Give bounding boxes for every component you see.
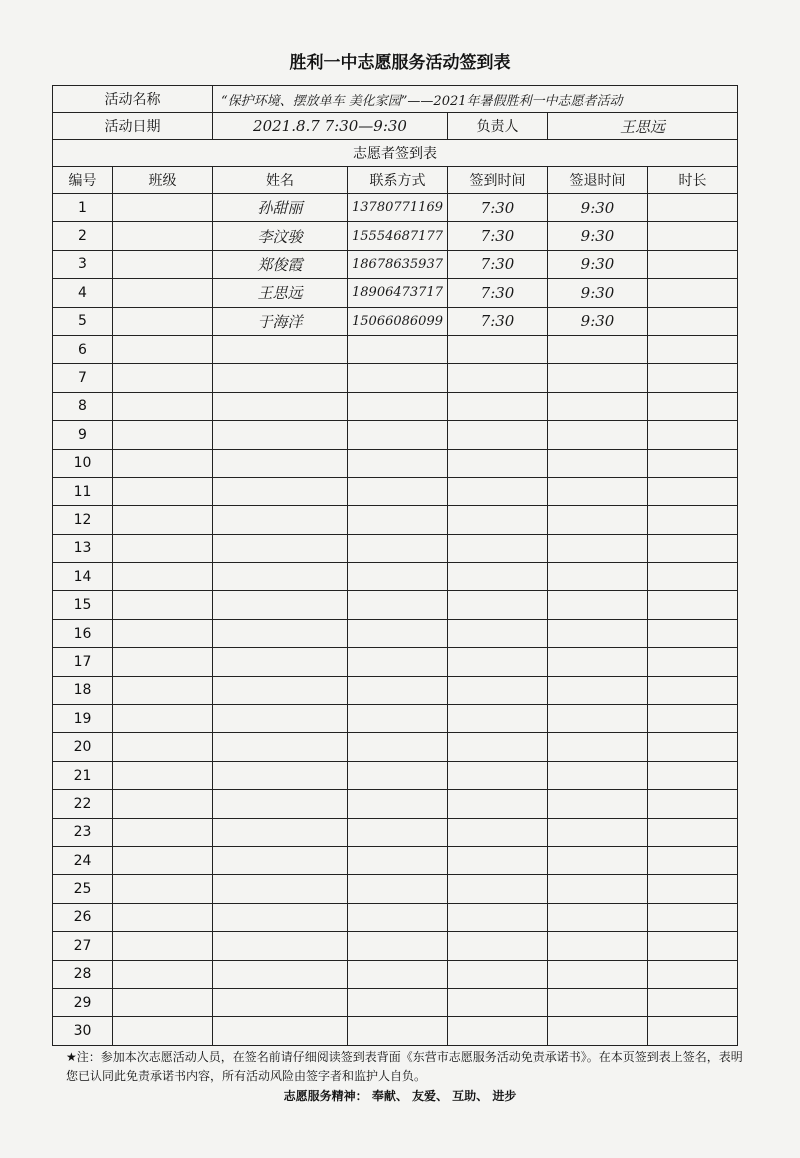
row-duration	[648, 591, 738, 619]
row-class	[113, 307, 213, 335]
row-sign-in	[448, 705, 548, 733]
row-sign-in	[448, 449, 548, 477]
row-sign-in	[448, 648, 548, 676]
table-row	[53, 307, 738, 335]
table-row	[53, 506, 738, 534]
row-number: 30	[53, 1017, 113, 1045]
table-row	[53, 250, 738, 278]
leader-label: 负责人	[448, 113, 548, 140]
row-duration	[648, 563, 738, 591]
row-sign-in	[448, 1017, 548, 1045]
row-sign-out	[548, 932, 648, 960]
row-phone	[348, 733, 448, 761]
row-name	[213, 761, 348, 789]
row-sign-in	[448, 421, 548, 449]
row-duration	[648, 1017, 738, 1045]
row-name	[213, 818, 348, 846]
col-header-sign-out: 签退时间	[548, 167, 648, 194]
row-number: 1	[53, 194, 113, 222]
row-duration	[648, 449, 738, 477]
row-name	[213, 364, 348, 392]
section-title: 志愿者签到表	[53, 140, 738, 167]
row-duration	[648, 335, 738, 363]
row-class	[113, 619, 213, 647]
row-sign-in	[448, 903, 548, 931]
row-name	[213, 534, 348, 562]
row-sign-in	[448, 960, 548, 988]
row-duration	[648, 364, 738, 392]
col-header-sign-in: 签到时间	[448, 167, 548, 194]
leader-value: 王思远	[548, 113, 738, 140]
table-row	[53, 619, 738, 647]
row-phone	[348, 846, 448, 874]
row-phone	[348, 449, 448, 477]
activity-name-value: “保护环境、摆放单车 美化家园”——2021年暑假胜利一中志愿者活动	[213, 86, 738, 113]
table-row	[53, 932, 738, 960]
page-title: 胜利一中志愿服务活动签到表	[289, 53, 511, 73]
row-sign-in	[448, 790, 548, 818]
row-phone	[348, 506, 448, 534]
row-duration	[648, 421, 738, 449]
table-row	[53, 988, 738, 1016]
table-row	[53, 335, 738, 363]
row-phone	[348, 392, 448, 420]
table-row	[53, 477, 738, 505]
row-class	[113, 932, 213, 960]
row-sign-in	[448, 335, 548, 363]
row-sign-out	[548, 335, 648, 363]
table-row	[53, 1017, 738, 1045]
row-duration	[648, 648, 738, 676]
row-sign-out	[548, 421, 648, 449]
table-row	[53, 449, 738, 477]
row-number: 8	[53, 392, 113, 420]
row-number: 21	[53, 761, 113, 789]
row-duration	[648, 761, 738, 789]
row-class	[113, 676, 213, 704]
row-class	[113, 194, 213, 222]
row-number: 27	[53, 932, 113, 960]
row-number: 20	[53, 733, 113, 761]
row-class	[113, 733, 213, 761]
row-name	[213, 591, 348, 619]
row-phone	[348, 648, 448, 676]
row-class	[113, 506, 213, 534]
row-sign-in	[448, 619, 548, 647]
section-title-row	[53, 140, 738, 167]
row-class	[113, 222, 213, 250]
row-sign-out: 9:30	[548, 222, 648, 250]
row-name	[213, 988, 348, 1016]
row-sign-in	[448, 988, 548, 1016]
row-duration	[648, 988, 738, 1016]
row-name	[213, 449, 348, 477]
row-sign-in	[448, 846, 548, 874]
table-row	[53, 960, 738, 988]
row-duration	[648, 506, 738, 534]
row-class	[113, 846, 213, 874]
row-sign-out	[548, 364, 648, 392]
row-phone: 13780771169	[348, 194, 448, 222]
row-sign-out	[548, 563, 648, 591]
table-row	[53, 392, 738, 420]
row-duration	[648, 960, 738, 988]
row-phone	[348, 960, 448, 988]
table-row	[53, 761, 738, 789]
row-class	[113, 421, 213, 449]
row-phone	[348, 421, 448, 449]
row-phone: 18906473717	[348, 279, 448, 307]
activity-name-row	[53, 86, 738, 113]
table-row	[53, 591, 738, 619]
row-phone	[348, 903, 448, 931]
row-name: 郑俊霞	[213, 250, 348, 278]
row-number: 6	[53, 335, 113, 363]
row-sign-in	[448, 733, 548, 761]
row-class	[113, 335, 213, 363]
column-header-row	[53, 167, 738, 194]
row-class	[113, 364, 213, 392]
row-sign-out	[548, 477, 648, 505]
row-phone: 15066086099	[348, 307, 448, 335]
row-sign-out	[548, 534, 648, 562]
row-class	[113, 392, 213, 420]
row-duration	[648, 392, 738, 420]
col-header-number: 编号	[53, 167, 113, 194]
row-sign-out	[548, 705, 648, 733]
row-duration	[648, 818, 738, 846]
row-number: 25	[53, 875, 113, 903]
row-phone	[348, 790, 448, 818]
row-sign-out	[548, 875, 648, 903]
row-number: 19	[53, 705, 113, 733]
table-row	[53, 705, 738, 733]
row-number: 13	[53, 534, 113, 562]
row-class	[113, 875, 213, 903]
col-header-phone: 联系方式	[348, 167, 448, 194]
table-row	[53, 421, 738, 449]
row-sign-out	[548, 903, 648, 931]
activity-name-label: 活动名称	[53, 86, 213, 113]
row-sign-out: 9:30	[548, 279, 648, 307]
row-name	[213, 563, 348, 591]
table-row	[53, 279, 738, 307]
row-phone	[348, 563, 448, 591]
row-name	[213, 960, 348, 988]
row-number: 3	[53, 250, 113, 278]
row-class	[113, 648, 213, 676]
row-number: 15	[53, 591, 113, 619]
table-row	[53, 818, 738, 846]
table-row	[53, 846, 738, 874]
col-header-duration: 时长	[648, 167, 738, 194]
row-number: 14	[53, 563, 113, 591]
row-name: 孙甜丽	[213, 194, 348, 222]
row-number: 23	[53, 818, 113, 846]
row-sign-out	[548, 392, 648, 420]
row-name	[213, 619, 348, 647]
row-class	[113, 250, 213, 278]
activity-date-value: 2021.8.7 7:30—9:30	[213, 113, 448, 140]
row-number: 28	[53, 960, 113, 988]
row-sign-in	[448, 932, 548, 960]
row-sign-in: 7:30	[448, 222, 548, 250]
row-duration	[648, 222, 738, 250]
row-sign-out: 9:30	[548, 194, 648, 222]
sign-in-table	[52, 85, 738, 1046]
row-name	[213, 648, 348, 676]
row-name	[213, 392, 348, 420]
row-phone	[348, 619, 448, 647]
row-sign-in	[448, 477, 548, 505]
row-sign-out	[548, 818, 648, 846]
table-row	[53, 648, 738, 676]
footnote: ★注：参加本次志愿活动人员，在签名前请仔细阅读签到表背面《东营市志愿服务活动免责承诺书》。在本页签到表上签名，表明您已认同此免责承诺书内容，所有活动风险由签字者和监护人自负。	[66, 1050, 743, 1083]
row-sign-in	[448, 875, 548, 903]
row-number: 10	[53, 449, 113, 477]
col-header-class: 班级	[113, 167, 213, 194]
row-name	[213, 733, 348, 761]
row-class	[113, 988, 213, 1016]
row-phone	[348, 1017, 448, 1045]
row-duration	[648, 903, 738, 931]
row-sign-out	[548, 676, 648, 704]
row-class	[113, 761, 213, 789]
row-number: 4	[53, 279, 113, 307]
row-name	[213, 875, 348, 903]
row-number: 12	[53, 506, 113, 534]
row-duration	[648, 279, 738, 307]
row-duration	[648, 534, 738, 562]
row-sign-in	[448, 563, 548, 591]
row-name	[213, 506, 348, 534]
row-sign-out	[548, 733, 648, 761]
row-phone	[348, 875, 448, 903]
row-name	[213, 477, 348, 505]
row-number: 26	[53, 903, 113, 931]
row-duration	[648, 676, 738, 704]
table-row	[53, 364, 738, 392]
row-sign-out	[548, 506, 648, 534]
row-name	[213, 1017, 348, 1045]
row-sign-out	[548, 1017, 648, 1045]
row-sign-in	[448, 506, 548, 534]
table-row	[53, 534, 738, 562]
row-sign-in	[448, 392, 548, 420]
row-name: 王思远	[213, 279, 348, 307]
row-number: 5	[53, 307, 113, 335]
row-phone	[348, 335, 448, 363]
row-class	[113, 279, 213, 307]
row-phone	[348, 364, 448, 392]
table-row	[53, 733, 738, 761]
row-duration	[648, 250, 738, 278]
row-number: 24	[53, 846, 113, 874]
row-name: 李汶骏	[213, 222, 348, 250]
row-duration	[648, 619, 738, 647]
row-sign-in: 7:30	[448, 279, 548, 307]
row-phone	[348, 818, 448, 846]
row-phone	[348, 761, 448, 789]
row-number: 2	[53, 222, 113, 250]
row-duration	[648, 705, 738, 733]
col-header-name: 姓名	[213, 167, 348, 194]
row-duration	[648, 932, 738, 960]
row-phone	[348, 676, 448, 704]
row-sign-in: 7:30	[448, 250, 548, 278]
row-phone: 15554687177	[348, 222, 448, 250]
row-name	[213, 932, 348, 960]
row-number: 7	[53, 364, 113, 392]
row-sign-out: 9:30	[548, 307, 648, 335]
row-class	[113, 705, 213, 733]
row-sign-in	[448, 676, 548, 704]
row-sign-out	[548, 846, 648, 874]
table-row	[53, 875, 738, 903]
row-sign-in: 7:30	[448, 194, 548, 222]
row-sign-out	[548, 619, 648, 647]
row-sign-in: 7:30	[448, 307, 548, 335]
row-name	[213, 705, 348, 733]
row-name	[213, 676, 348, 704]
row-sign-out	[548, 790, 648, 818]
row-class	[113, 449, 213, 477]
row-duration	[648, 846, 738, 874]
activity-date-label: 活动日期	[53, 113, 213, 140]
table-row	[53, 903, 738, 931]
row-sign-out	[548, 960, 648, 988]
row-duration	[648, 307, 738, 335]
row-duration	[648, 790, 738, 818]
row-name	[213, 790, 348, 818]
row-duration	[648, 194, 738, 222]
row-duration	[648, 733, 738, 761]
row-sign-out	[548, 591, 648, 619]
activity-date-row	[53, 113, 738, 140]
table-row	[53, 563, 738, 591]
row-sign-in	[448, 534, 548, 562]
row-sign-in	[448, 364, 548, 392]
row-sign-out	[548, 761, 648, 789]
row-class	[113, 591, 213, 619]
row-phone	[348, 477, 448, 505]
row-number: 22	[53, 790, 113, 818]
row-number: 9	[53, 421, 113, 449]
row-class	[113, 960, 213, 988]
row-class	[113, 903, 213, 931]
row-name	[213, 903, 348, 931]
table-row	[53, 194, 738, 222]
row-class	[113, 818, 213, 846]
row-sign-out	[548, 449, 648, 477]
row-class	[113, 477, 213, 505]
row-class	[113, 1017, 213, 1045]
row-name	[213, 421, 348, 449]
row-number: 18	[53, 676, 113, 704]
row-class	[113, 790, 213, 818]
row-duration	[648, 875, 738, 903]
row-sign-out	[548, 988, 648, 1016]
row-name	[213, 846, 348, 874]
table-row	[53, 222, 738, 250]
row-phone	[348, 591, 448, 619]
row-class	[113, 534, 213, 562]
row-sign-out	[548, 648, 648, 676]
row-phone	[348, 705, 448, 733]
row-class	[113, 563, 213, 591]
row-phone	[348, 932, 448, 960]
row-sign-out: 9:30	[548, 250, 648, 278]
row-name: 于海洋	[213, 307, 348, 335]
row-sign-in	[448, 761, 548, 789]
volunteer-spirit: 志愿服务精神： 奉献、 友爱、 互助、 进步	[283, 1089, 517, 1103]
row-number: 17	[53, 648, 113, 676]
row-name	[213, 335, 348, 363]
row-number: 11	[53, 477, 113, 505]
row-sign-in	[448, 818, 548, 846]
row-number: 29	[53, 988, 113, 1016]
row-phone: 18678635937	[348, 250, 448, 278]
row-phone	[348, 534, 448, 562]
row-number: 16	[53, 619, 113, 647]
row-phone	[348, 988, 448, 1016]
row-sign-in	[448, 591, 548, 619]
table-row	[53, 676, 738, 704]
table-row	[53, 790, 738, 818]
row-duration	[648, 477, 738, 505]
